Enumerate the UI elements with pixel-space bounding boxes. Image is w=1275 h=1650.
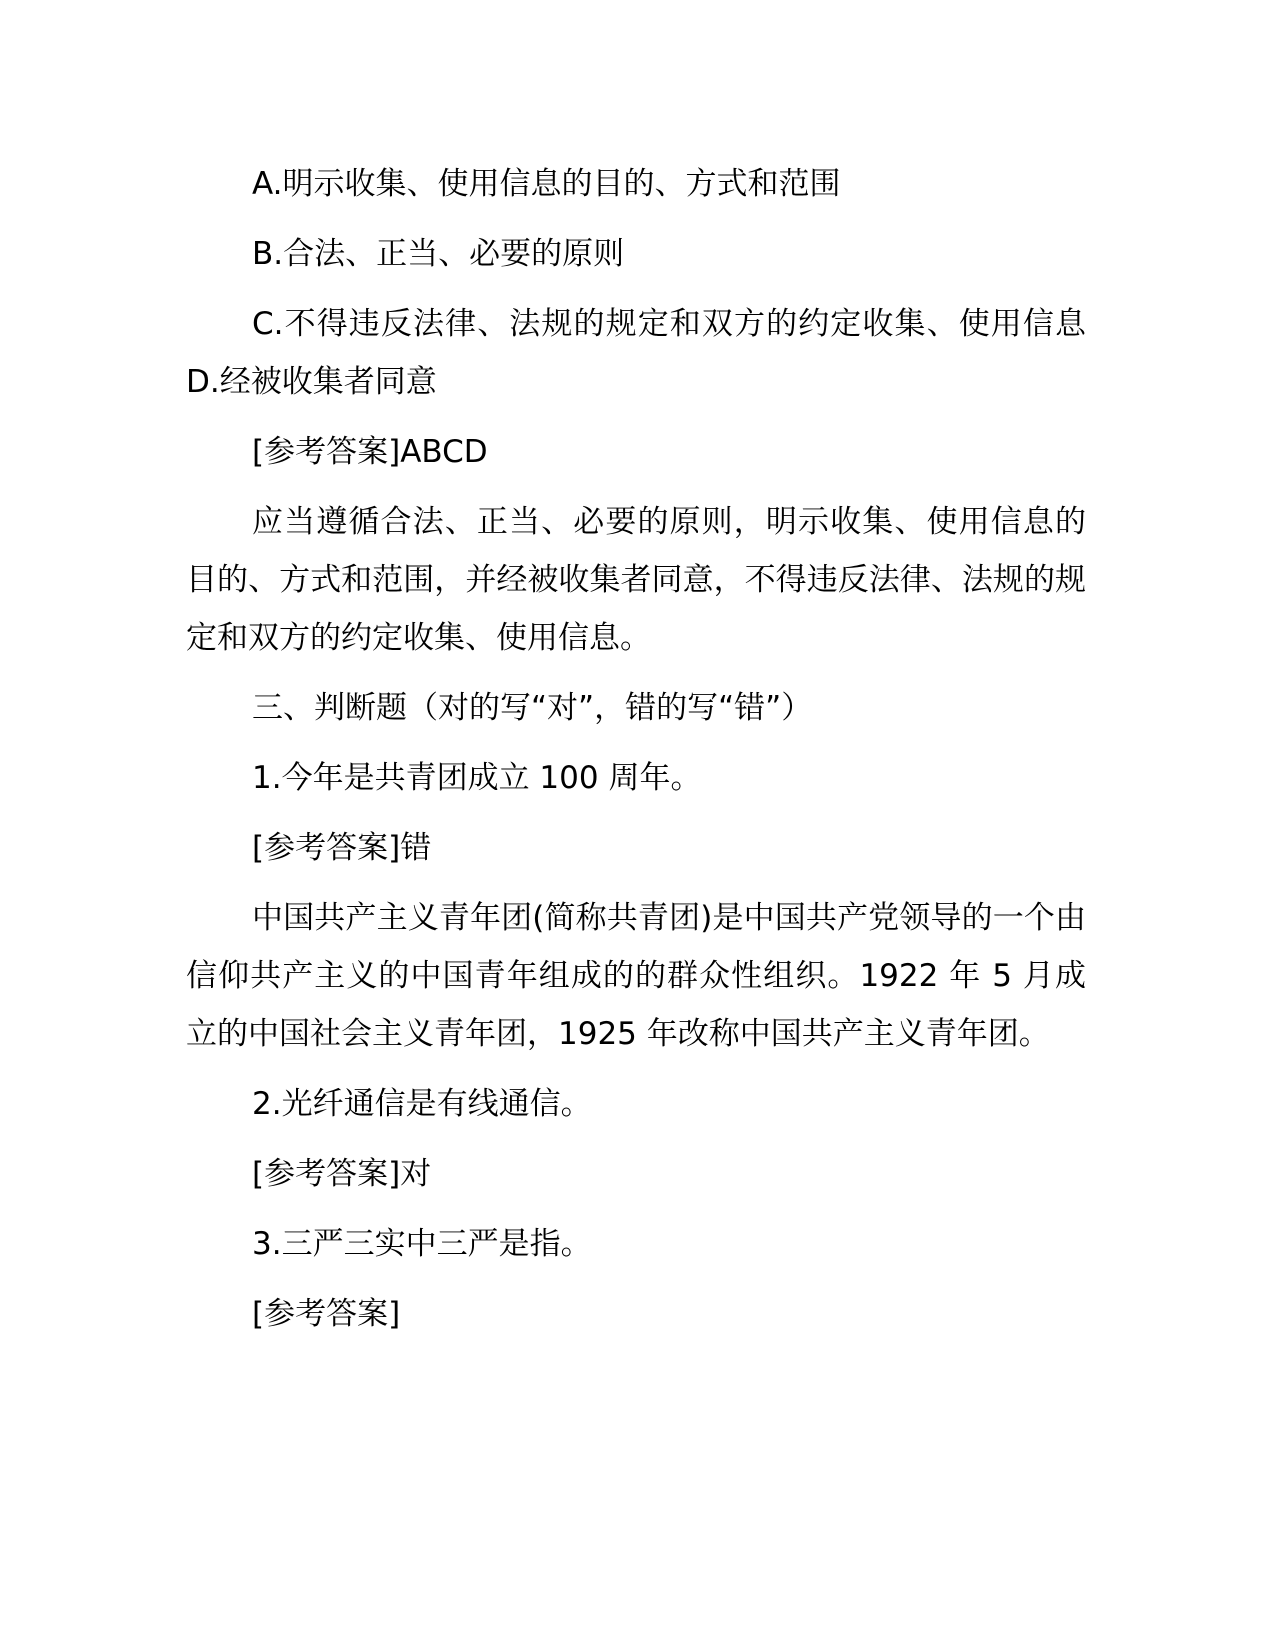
answer-q2: [参考答案]对 — [252, 1156, 432, 1192]
option-c-d: C.不得违反法律、法规的规定和双方的约定收集、使用信息 D.经被收集者同意 — [186, 306, 1086, 400]
answer-1: [参考答案]ABCD — [252, 434, 488, 470]
option-a: A.明示收集、使用信息的目的、方式和范围 — [252, 166, 841, 202]
section-heading: 三、判断题（对的写“对”，错的写“错”） — [252, 690, 813, 726]
question-3: 3.三严三实中三严是指。 — [252, 1226, 592, 1262]
answer-q3: [参考答案] — [252, 1296, 401, 1332]
document-body — [186, 155, 1086, 1355]
question-2: 2.光纤通信是有线通信。 — [252, 1086, 592, 1122]
question-1: 1.今年是共青团成立 100 周年。 — [252, 760, 702, 796]
answer-q1: [参考答案]错 — [252, 830, 432, 866]
option-b: B.合法、正当、必要的原则 — [252, 236, 625, 272]
explanation-q1: 中国共产主义青年团(简称共青团)是中国共产党领导的一个由信仰共产主义的中国青年组成的的群众性组织。1922 年 5 月成立的中国社会主义青年团，1925 年改称中国共产主义青年团。 — [186, 900, 1086, 1052]
explanation-1: 应当遵循合法、正当、必要的原则，明示收集、使用信息的目的、方式和范围，并经被收集者同意，不得违反法律、法规的规定和双方的约定收集、使用信息。 — [186, 504, 1086, 656]
